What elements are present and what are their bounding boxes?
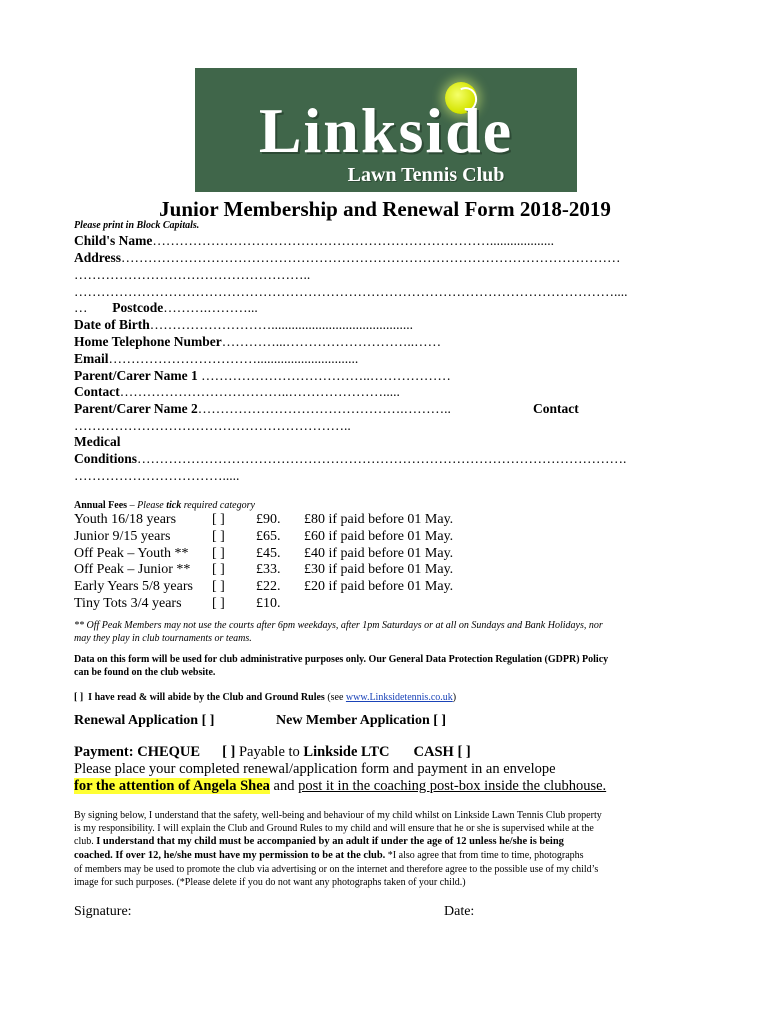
fee-early-price: £40 if paid before 01 May. <box>304 545 454 561</box>
fee-price: £65. <box>256 528 281 544</box>
attention-line: for the attention of Angela Shea and post it in the coaching post-box inside the clubhouse. <box>74 778 607 794</box>
parent-carer-1-field[interactable]: Parent/Carer Name 1 ………………………………..……………… <box>74 368 451 383</box>
rules-checkbox[interactable]: [ ] <box>74 692 84 703</box>
consent-line-6: image for such purposes. (*Please delete if you do not want any photographs taken of your child.) <box>74 877 466 888</box>
cash-checkbox[interactable]: CASH [ ] <box>413 744 471 760</box>
fee-checkbox[interactable]: [ ] <box>212 562 225 578</box>
fee-price: £22. <box>256 579 281 595</box>
contact-1-field[interactable]: Contact………………………………..…………………..... <box>74 384 400 399</box>
consent-line-2: is my responsibility. I will explain the Club and Ground Rules to my child and will ensure that he or she is supervised while at the <box>74 823 594 834</box>
annual-fees-heading: Annual Fees – Please tick required category <box>74 500 255 511</box>
attention-highlight: for the attention of Angela Shea <box>74 778 270 794</box>
signature-field[interactable]: Signature: <box>74 904 132 919</box>
renewal-application-checkbox[interactable]: Renewal Application [ ] <box>74 713 215 728</box>
fee-category: Off Peak – Youth ** <box>74 545 189 561</box>
date-field[interactable]: Date: <box>444 904 475 919</box>
new-member-application-checkbox[interactable]: New Member Application [ ] <box>276 713 447 728</box>
fee-early-price: £20 if paid before 01 May. <box>304 579 454 595</box>
club-logo <box>195 68 577 192</box>
consent-line-4: coached. If over 12, he/she must have my permission to be at the club. *I also agree that from time to time, photographs <box>74 850 584 861</box>
fee-checkbox[interactable]: [ ] <box>212 596 225 611</box>
home-telephone-field[interactable]: Home Telephone Number…………...………………………..…… <box>74 334 442 349</box>
medical-conditions-field[interactable]: Conditions………………………………………………………………………………………………. <box>74 451 627 466</box>
fee-early-price: £60 if paid before 01 May. <box>304 528 454 544</box>
gdpr-note-line-1: Data on this form will be used for club administrative purposes only. Our General Data Protection Regulation (GDPR) Policy <box>74 654 609 665</box>
payment-line: Payment: CHEQUE [ ] Payable to Linkside LTC CASH [ ] <box>74 744 471 760</box>
fee-category: Junior 9/15 years <box>74 528 171 544</box>
fee-early-price: £30 if paid before 01 May. <box>304 562 454 578</box>
fee-price: £33. <box>256 562 281 578</box>
offpeak-note-line-1: ** Off Peak Members may not use the courts after 6pm weekdays, after 1pm Saturdays or at all on Sundays and Bank Holidays, nor <box>74 620 603 631</box>
parent-carer-2-field[interactable]: Parent/Carer Name 2……………………………………….……….. <box>74 401 451 416</box>
address-line-2[interactable]: …………………………………………….. <box>74 267 311 282</box>
fee-price: £90. <box>256 512 281 527</box>
logo-subtitle: Lawn Tennis Club <box>347 164 505 186</box>
fee-category: Youth 16/18 years <box>74 512 177 527</box>
rules-agreement: [ ] I have read & will abide by the Club and Ground Rules (see www.Linksidetennis.co.uk) <box>74 692 457 703</box>
fee-checkbox[interactable]: [ ] <box>212 512 225 527</box>
medical-label: Medical <box>74 434 121 449</box>
contact-2-label: Contact <box>533 401 579 416</box>
club-website-link[interactable]: www.Linksidetennis.co.uk <box>345 692 453 703</box>
fee-checkbox[interactable]: [ ] <box>212 579 225 595</box>
consent-line-3: club. I understand that my child must be accompanied by an adult if under the age of 12 unless he/she is being <box>74 836 564 847</box>
fee-early-price: £80 if paid before 01 May. <box>304 512 454 527</box>
gdpr-note-line-2: can be found on the club website. <box>74 667 216 678</box>
medical-conditions-line-2[interactable]: ……………………………..... <box>74 468 240 483</box>
payment-instruction: Please place your completed renewal/application form and payment in an envelope <box>74 761 556 777</box>
fee-category: Tiny Tots 3/4 years <box>74 596 182 611</box>
fee-category: Early Years 5/8 years <box>74 579 193 595</box>
email-field[interactable]: Email…………………………….............................. <box>74 351 359 366</box>
block-capitals-instruction: Please print in Block Capitals. <box>74 220 200 231</box>
fee-checkbox[interactable]: [ ] <box>212 545 225 561</box>
offpeak-note-line-2: may they play in club tournaments or teams. <box>74 633 252 644</box>
address-field[interactable]: Address………………………………………………………………………………………………… <box>74 250 621 265</box>
fee-price: £10. <box>256 596 281 611</box>
fee-price: £45. <box>256 545 281 561</box>
consent-line-1: By signing below, I understand that the safety, well-being and behaviour of my child whilst on Linkside Lawn Tennis Club property <box>74 810 602 821</box>
fee-category: Off Peak – Junior ** <box>74 562 191 578</box>
child-name-field[interactable]: Child's Name…………………………………………………………………................... <box>74 233 555 248</box>
logo-name: Linkside <box>258 95 514 166</box>
consent-line-5: of members may be used to promote the club via advertising or on the internet and therefore agree to the possible use of my child’s <box>74 864 599 875</box>
postcode-field[interactable]: … Postcode……….………... <box>74 300 258 315</box>
page-title: Junior Membership and Renewal Form 2018-2019 <box>159 197 611 221</box>
date-of-birth-field[interactable]: Date of Birth……………………….......................................... <box>74 317 413 332</box>
contact-2-field[interactable]: …………………………………………………….. <box>74 418 351 433</box>
cheque-checkbox[interactable]: [ ] <box>222 744 236 760</box>
address-line-3[interactable]: ………………………………………………………………………………………………………….... <box>74 284 628 299</box>
fee-checkbox[interactable]: [ ] <box>212 528 225 544</box>
